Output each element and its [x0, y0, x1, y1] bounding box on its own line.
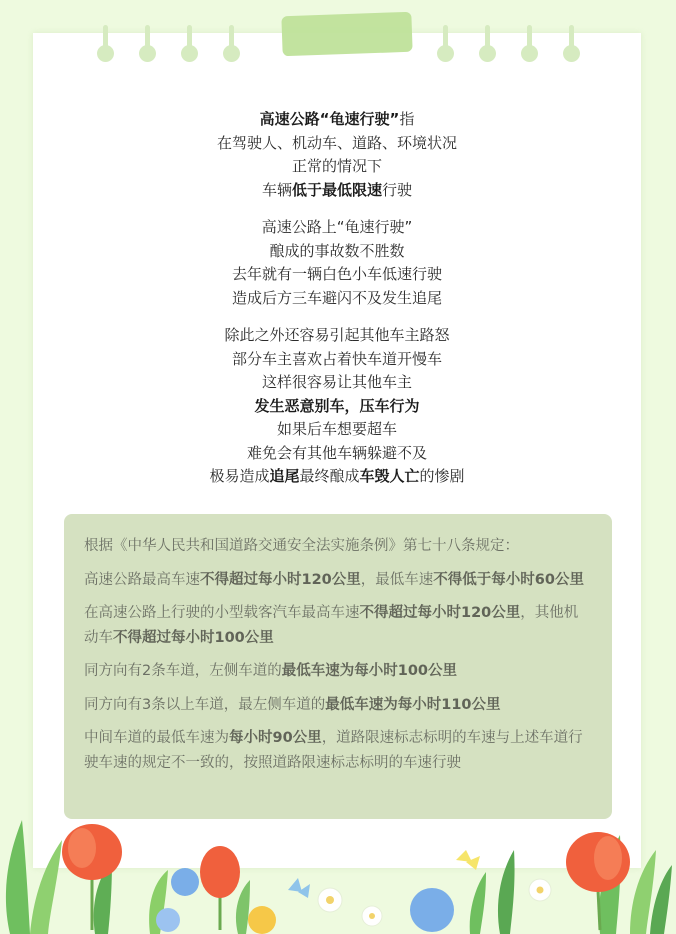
highlight: 低于最低限速	[291, 180, 382, 199]
highlight: 发生恶意别车，压车行为	[254, 396, 420, 415]
text: 最终酿成	[299, 467, 360, 485]
text: 在高速公路上行驶的小型载客汽车最高车速	[84, 605, 360, 621]
poem-line: 正常的情况下	[291, 157, 382, 175]
poem-line	[33, 395, 641, 419]
binder-ring-icon	[521, 25, 537, 65]
text: 同方向有2条车道，左侧车道的	[84, 663, 282, 679]
binder-ring-icon	[97, 25, 113, 65]
poem-line: 难免会有其他车辆躲避不及	[246, 443, 427, 462]
flower-garden-decoration	[0, 780, 676, 934]
regulation-item	[84, 659, 590, 684]
highlight: “龟速行驶”	[319, 110, 400, 128]
highlight: 不得低于每小时60公里	[433, 571, 584, 588]
binder-ring-icon	[139, 25, 155, 65]
binder-ring-icon	[563, 25, 579, 65]
paragraph-road-rage	[33, 324, 641, 489]
flower-icon	[248, 906, 276, 934]
highlight: 追尾	[269, 467, 300, 485]
regulation-item	[84, 726, 590, 775]
leaf-icon	[498, 850, 515, 934]
poem-line	[33, 465, 641, 489]
leaf-icon	[6, 820, 30, 934]
flower-icon	[410, 888, 454, 932]
highlight: 不得超过每小时100公里	[113, 629, 274, 646]
poem-line: 这样很容易让其他车主	[261, 373, 412, 391]
paragraph-accidents	[33, 216, 641, 310]
leaf-icon	[30, 840, 62, 934]
flower-icon	[171, 868, 199, 896]
leaf-icon	[470, 872, 486, 934]
highlight: 车毁人亡	[359, 467, 420, 485]
text: 的惨剧	[419, 467, 465, 485]
text: 行驶	[382, 180, 413, 199]
flower-icon	[200, 846, 240, 898]
binder-ring-icon	[223, 25, 239, 65]
text: 高速公路最高车速	[84, 571, 200, 588]
regulation-intro: 根据《中华人民共和国道路交通安全法实施条例》第七十八条规定：	[84, 538, 519, 554]
poem-line: 如果后车想要超车	[276, 420, 397, 438]
poem-line: 部分车主喜欢占着快车道开慢车	[231, 349, 442, 368]
text: 车辆	[261, 180, 292, 199]
poem-line	[33, 179, 641, 203]
binder-ring-icon	[181, 25, 197, 65]
text: 同方向有3条以上车道，最左侧车道的	[84, 696, 326, 713]
poem-line: 去年就有一辆白色小车低速行驶	[231, 265, 442, 283]
highlight: 最低车速为每小时110公里	[325, 696, 501, 713]
butterfly-icon	[288, 878, 310, 898]
poem-line	[33, 108, 641, 132]
poem-line: 酿成的事故数不胜数	[269, 241, 405, 260]
regulation-item	[84, 601, 590, 650]
poem-line: 造成后方三车避闪不及发生追尾	[231, 288, 442, 307]
highlight: 最低车速为每小时100公里	[281, 663, 458, 679]
regulation-box	[64, 514, 612, 819]
text: 指	[399, 110, 415, 128]
binder-ring-icon	[437, 25, 453, 65]
text: ，最低车速	[360, 571, 434, 588]
paragraph-definition	[33, 108, 641, 202]
leaf-icon	[236, 880, 250, 934]
text: 中间车道的最低车速为	[84, 730, 229, 746]
text: ，道路限速标志标明的车速与上述车道行驶车速的规定不一致的，按照道路限速标志标明的车速行驶	[84, 730, 583, 771]
washi-tape-icon	[281, 12, 412, 57]
poem-text	[33, 108, 641, 503]
poem-line: 高速公路上“龟速行驶”	[261, 218, 413, 236]
regulation-item	[84, 693, 590, 718]
binder-ring-icon	[479, 25, 495, 65]
regulation-item	[84, 568, 590, 593]
poem-line: 除此之外还容易引起其他车主路怒	[224, 326, 450, 344]
highlight: 每小时90公里	[229, 730, 322, 746]
highlight: 不得超过每小时120公里	[200, 571, 361, 588]
butterfly-icon	[456, 850, 480, 870]
highlight: 高速公路	[259, 110, 320, 128]
text: 极易造成	[209, 467, 270, 485]
highlight: 不得超过每小时120公里	[359, 605, 521, 621]
poem-line: 在驾驶人、机动车、道路、环境状况	[216, 133, 457, 152]
text: ，其他机动车	[84, 605, 579, 646]
